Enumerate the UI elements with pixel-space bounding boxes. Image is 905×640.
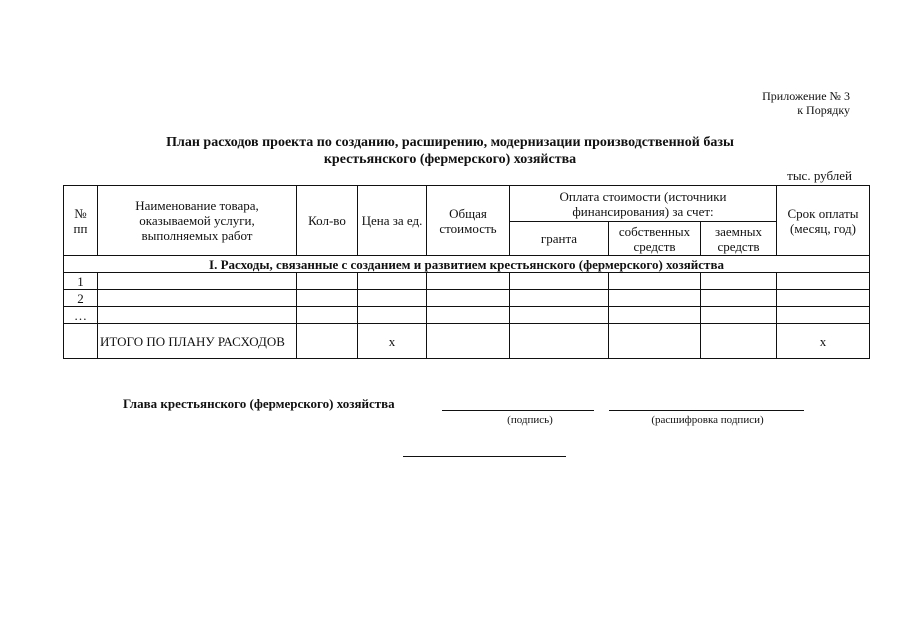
bottom-line [403,456,566,457]
row-cell [427,290,510,307]
row-cell [297,307,358,324]
total-number-cell [64,324,98,359]
row-cell [701,273,777,290]
row-cell [609,307,701,324]
total-label: ИТОГО ПО ПЛАНУ РАСХОДОВ [98,324,297,359]
row-cell [297,273,358,290]
units-label: тыс. рублей [787,168,852,183]
signature-label: Глава крестьянского (фермерского) хозяйства [123,396,395,411]
header-number: № пп [64,186,98,256]
row-cell [98,307,297,324]
header-row-top [64,186,870,222]
row-cell [510,290,609,307]
table-row [64,273,870,290]
total-borrowed-funds-cell [701,324,777,359]
row-cell [777,290,870,307]
row-cell [427,273,510,290]
appendix-note [762,89,850,117]
total-payment-term: х [777,324,870,359]
header-grant: гранта [510,222,609,256]
total-own-funds-cell [609,324,701,359]
row-cell [701,290,777,307]
header-payment-sources: Оплата стоимости (источники финансирования) за счет: [510,186,777,222]
row-cell [98,273,297,290]
total-cost-cell [427,324,510,359]
decoding-caption: (расшифровка подписи) [651,414,764,426]
row-cell [297,290,358,307]
row-cell [358,273,427,290]
document-title-line-1: План расходов проекта по созданию, расширению, модернизации производственной базы [166,135,734,150]
row-cell [701,307,777,324]
total-unit-price: х [358,324,427,359]
document-title [60,134,840,168]
row-cell [358,290,427,307]
header-name: Наименование товара, оказываемой услуги, выполняемых работ [98,186,297,256]
section-title: I. Расходы, связанные с созданием и развитием крестьянского (фермерского) хозяйства [64,256,870,273]
row-cell [777,307,870,324]
appendix-reference: к Порядку [797,103,850,117]
total-row [64,324,870,359]
document-title-line-2: крестьянского (фермерского) хозяйства [323,152,577,167]
header-unit-price: Цена за ед. [358,186,427,256]
row-number: 2 [64,290,98,307]
section-row [64,256,870,273]
row-cell [358,307,427,324]
appendix-number: Приложение № 3 [762,89,850,103]
signature-caption: (подпись) [507,414,553,426]
total-grant-cell [510,324,609,359]
row-cell [510,307,609,324]
row-number: … [64,307,98,324]
row-cell [609,290,701,307]
header-borrowed-funds: заемных средств [701,222,777,256]
row-cell [777,273,870,290]
row-cell [427,307,510,324]
header-quantity: Кол-во [297,186,358,256]
row-number: 1 [64,273,98,290]
header-own-funds: собственных средств [609,222,701,256]
header-total-cost: Общая стоимость [427,186,510,256]
row-cell [98,290,297,307]
table-row [64,307,870,324]
row-cell [609,273,701,290]
table-row [64,290,870,307]
row-cell [510,273,609,290]
total-quantity-cell [297,324,358,359]
expense-plan-table [63,185,870,359]
signature-decoding-line [609,410,804,411]
header-payment-term: Срок оплаты (месяц, год) [777,186,870,256]
signature-line [442,410,594,411]
